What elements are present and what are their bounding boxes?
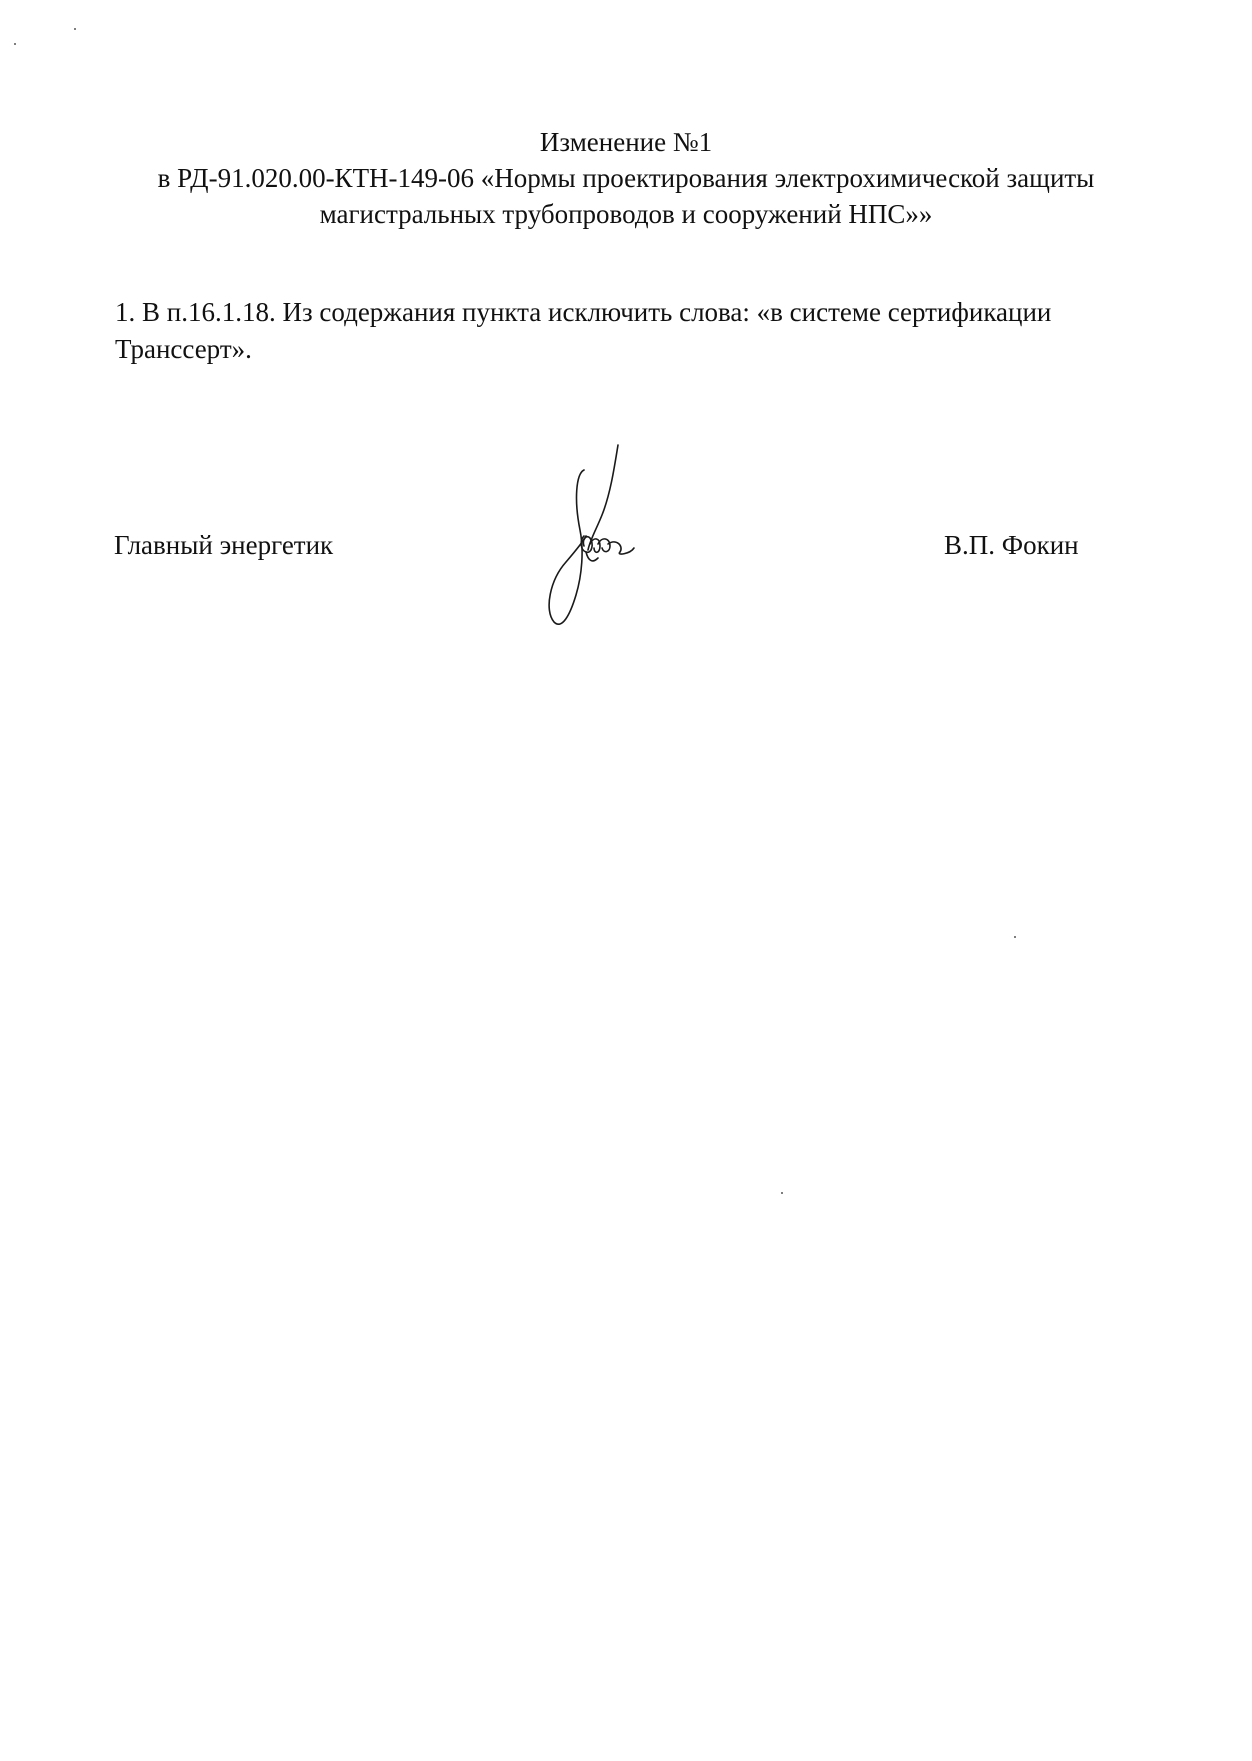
scan-speck bbox=[781, 1192, 783, 1194]
scan-speck bbox=[1014, 936, 1016, 938]
signatory-name: В.П. Фокин bbox=[944, 530, 1079, 560]
handwritten-signature bbox=[540, 440, 650, 640]
signatory-position: Главный энергетик bbox=[114, 530, 334, 560]
document-subtitle-line-2: магистральных трубопроводов и сооружений НПС»» bbox=[319, 199, 933, 229]
document-header bbox=[100, 124, 1152, 232]
document-subtitle-line-1: в РД-91.020.00-КТН-149-06 «Нормы проектирования электрохимической защиты bbox=[157, 163, 1095, 193]
scan-speck bbox=[74, 28, 76, 30]
scan-speck bbox=[14, 43, 16, 45]
document-title: Изменение №1 bbox=[539, 127, 713, 157]
amendment-paragraph: 1. В п.16.1.18. Из содержания пункта исключить слова: «в системе сертификации Транссерт». bbox=[115, 297, 1052, 364]
